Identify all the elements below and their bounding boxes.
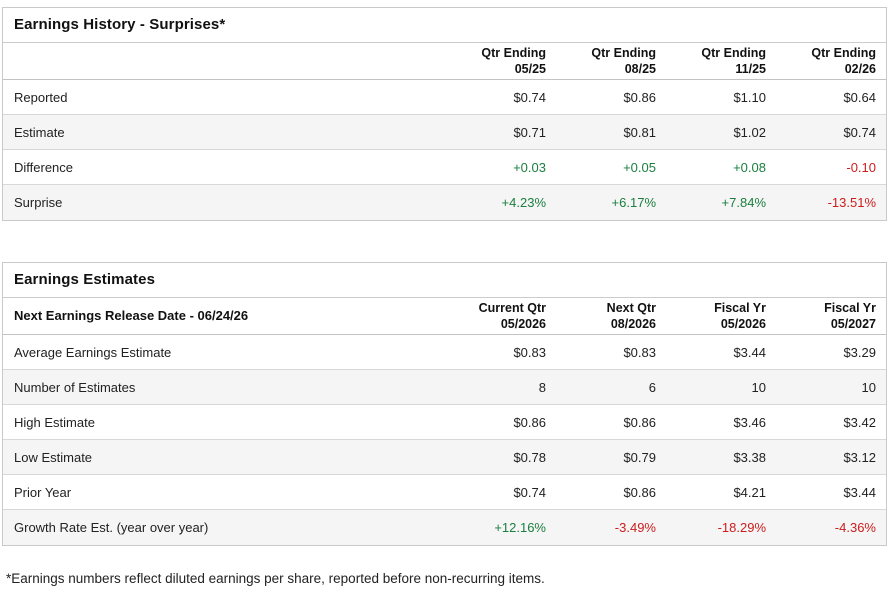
- table-row-growth-rate: [3, 510, 886, 545]
- cell-value: +0.03: [513, 159, 546, 175]
- row-label: Growth Rate Est. (year over year): [14, 520, 209, 535]
- cell-value: $3.29: [843, 344, 876, 360]
- table-row-average-earnings-estimate: [3, 335, 886, 370]
- next-earnings-release-date: Next Earnings Release Date - 06/24/26: [14, 308, 249, 323]
- cell-value: $0.71: [513, 124, 546, 140]
- table-row-low-estimate: [3, 440, 886, 475]
- cell-value: $0.79: [623, 449, 656, 465]
- cell-value: $0.83: [513, 344, 546, 360]
- row-label: Low Estimate: [14, 449, 93, 465]
- row-label: Difference: [14, 159, 74, 175]
- cell-value: $0.74: [513, 89, 546, 105]
- table-row-high-estimate: [3, 405, 886, 440]
- cell-value: -4.36%: [834, 520, 876, 535]
- table-row-reported: [3, 80, 886, 115]
- row-label: Number of Estimates: [14, 379, 136, 395]
- cell-value: $0.74: [843, 124, 876, 140]
- cell-value: $3.42: [843, 414, 876, 430]
- cell-value: $3.38: [733, 449, 766, 465]
- cell-value: $3.46: [733, 414, 766, 430]
- column-header-fiscal-yr-2027: Fiscal Yr 05/2027: [824, 301, 876, 331]
- column-header-current-qtr: Current Qtr 05/2026: [478, 301, 546, 331]
- cell-value: $0.86: [513, 414, 546, 430]
- cell-value: $0.83: [623, 344, 656, 360]
- cell-value: +12.16%: [494, 520, 546, 535]
- earnings-history-table: [2, 7, 887, 221]
- table-row-estimate: [3, 115, 886, 150]
- cell-value: -18.29%: [717, 520, 766, 535]
- cell-value: +6.17%: [611, 195, 656, 210]
- cell-value: $0.86: [623, 484, 656, 500]
- cell-value: -0.10: [846, 159, 876, 175]
- cell-value: $0.64: [843, 89, 876, 105]
- cell-value: +4.23%: [501, 195, 546, 210]
- column-header-qtr-0825: Qtr Ending 08/25: [591, 46, 656, 76]
- cell-value: $1.02: [733, 124, 766, 140]
- row-label: Reported: [14, 89, 68, 105]
- cell-value: -3.49%: [614, 520, 656, 535]
- cell-value: $0.86: [623, 414, 656, 430]
- row-label: Estimate: [14, 124, 65, 140]
- cell-value: $0.86: [623, 89, 656, 105]
- earnings-footnote: *Earnings numbers reflect diluted earnings per share, reported before non-recurring items.: [6, 571, 545, 586]
- earnings-history-title: Earnings History - Surprises*: [3, 8, 886, 43]
- cell-value: $4.21: [733, 484, 766, 500]
- column-header-qtr-0226: Qtr Ending 02/26: [811, 46, 876, 76]
- cell-value: $1.10: [733, 89, 766, 105]
- cell-value: $3.12: [843, 449, 876, 465]
- earnings-estimates-title: Earnings Estimates: [3, 263, 886, 298]
- column-header-fiscal-yr-2026: Fiscal Yr 05/2026: [714, 301, 766, 331]
- row-label: Prior Year: [14, 484, 72, 500]
- cell-value: $0.81: [623, 124, 656, 140]
- earnings-estimates-table: [2, 262, 887, 546]
- table-row-surprise: [3, 185, 886, 220]
- row-label: Average Earnings Estimate: [14, 344, 172, 360]
- earnings-history-header-row: [3, 43, 886, 80]
- column-header-next-qtr: Next Qtr 08/2026: [606, 301, 656, 331]
- row-label: Surprise: [14, 195, 63, 210]
- table-row-number-of-estimates: [3, 370, 886, 405]
- cell-value: 6: [648, 379, 656, 395]
- cell-value: $3.44: [843, 484, 876, 500]
- column-header-qtr-0525: Qtr Ending 05/25: [481, 46, 546, 76]
- cell-value: +7.84%: [721, 195, 766, 210]
- cell-value: $0.78: [513, 449, 546, 465]
- cell-value: $0.74: [513, 484, 546, 500]
- cell-value: -13.51%: [827, 195, 876, 210]
- row-label: High Estimate: [14, 414, 95, 430]
- cell-value: 10: [751, 379, 766, 395]
- cell-value: +0.05: [623, 159, 656, 175]
- table-row-difference: [3, 150, 886, 185]
- cell-value: 8: [538, 379, 546, 395]
- cell-value: +0.08: [733, 159, 766, 175]
- column-header-qtr-1125: Qtr Ending 11/25: [701, 46, 766, 76]
- table-row-prior-year: [3, 475, 886, 510]
- cell-value: $3.44: [733, 344, 766, 360]
- cell-value: 10: [861, 379, 876, 395]
- earnings-estimates-header-row: [3, 298, 886, 335]
